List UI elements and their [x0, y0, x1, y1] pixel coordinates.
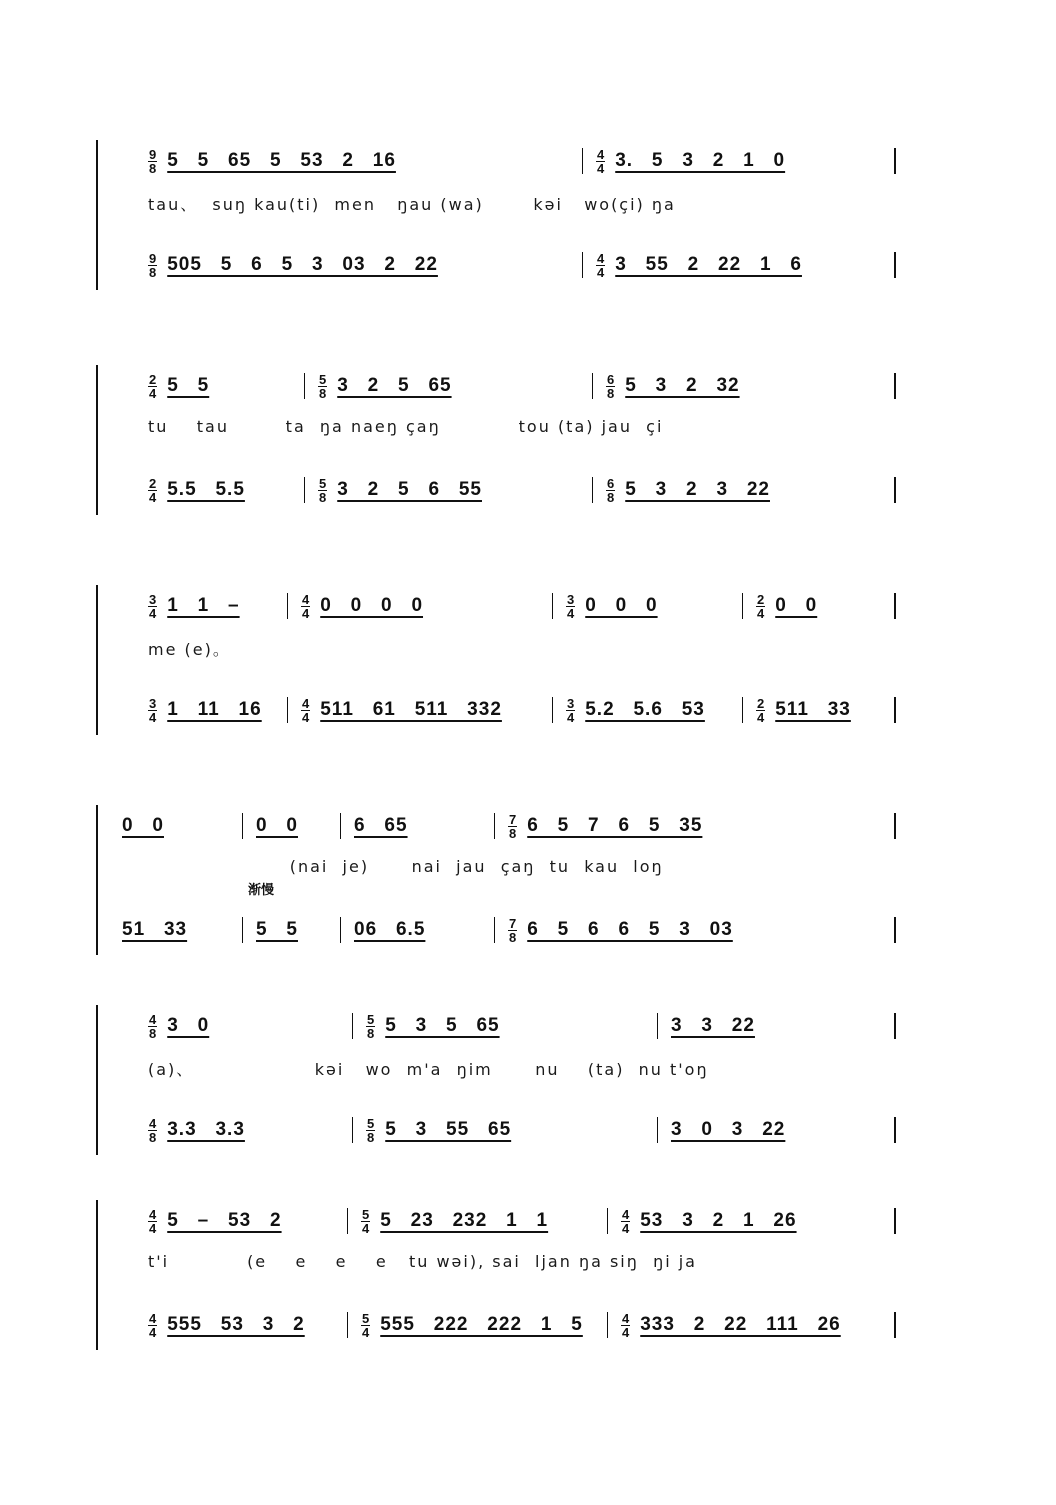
final-barline: [894, 477, 896, 503]
system-brace: [96, 1200, 98, 1350]
note-group: 5 3 55 65: [385, 1119, 512, 1140]
measure: [566, 589, 658, 623]
barline: [494, 813, 495, 839]
barline: [742, 697, 743, 723]
measure: [361, 1308, 583, 1342]
note-group: 1 11 16: [167, 699, 262, 720]
measure: [621, 1204, 797, 1238]
measure: [148, 589, 240, 623]
barline: [352, 1117, 353, 1143]
time-signature: 4 4: [597, 250, 605, 280]
note-group: 511 61 511 332: [320, 699, 502, 720]
time-signature: 9 8: [149, 250, 157, 280]
measure: [148, 473, 245, 507]
barline: [304, 373, 305, 399]
lyrics-line: (a)、 kəi wo m'a ŋim nu (ta) nu t'oŋ: [148, 1060, 709, 1079]
time-signature: 4 4: [149, 1310, 157, 1340]
system-brace: [96, 805, 98, 955]
time-signature: 4 8: [149, 1011, 157, 1041]
final-barline: [894, 1013, 896, 1039]
barline: [657, 1013, 658, 1039]
lower-staff: [122, 913, 896, 947]
note-group: 0 0: [122, 815, 164, 836]
upper-staff: [122, 589, 896, 623]
measure: [148, 1204, 282, 1238]
system-brace: [96, 1005, 98, 1155]
note-group: 0 0: [775, 595, 818, 616]
barline: [607, 1312, 608, 1338]
upper-staff: [122, 809, 896, 843]
barline: [742, 593, 743, 619]
measure: [366, 1113, 511, 1147]
barline: [347, 1312, 348, 1338]
note-group: 3 0 3 22: [671, 1119, 786, 1140]
upper-staff: [122, 144, 896, 178]
measure: [301, 589, 423, 623]
measure: [366, 1009, 500, 1043]
measure: [596, 144, 785, 178]
note-group: 0 0 0: [585, 595, 658, 616]
measure: [148, 1113, 245, 1147]
note-group: 51 33: [122, 919, 188, 940]
measure: [301, 693, 502, 727]
note-group: 3.3 3.3: [167, 1119, 245, 1140]
barline: [352, 1013, 353, 1039]
time-signature: 7 8: [509, 811, 517, 841]
note-group: 505 5 6 5 3 03 2 22: [167, 254, 438, 275]
barline: [607, 1208, 608, 1234]
time-signature: 5 8: [367, 1115, 375, 1145]
time-signature: 4 4: [622, 1310, 630, 1340]
measure: [318, 473, 482, 507]
measure: [354, 913, 425, 947]
note-group: 555 222 222 1 5: [380, 1314, 583, 1335]
note-group: 5 3 5 65: [385, 1015, 500, 1036]
time-signature: 6 8: [607, 371, 615, 401]
note-group: 5 5: [256, 919, 298, 940]
lower-staff: [122, 1113, 896, 1147]
measure: [148, 369, 209, 403]
measure: [318, 369, 452, 403]
note-group: 5 5 65 5 53 2 16: [167, 150, 396, 171]
time-signature: 4 4: [622, 1206, 630, 1236]
final-barline: [894, 813, 896, 839]
time-signature: 2 4: [757, 695, 765, 725]
measure: [256, 913, 298, 947]
measure: [148, 248, 438, 282]
time-signature: 5 4: [362, 1310, 370, 1340]
lower-staff: [122, 473, 896, 507]
time-signature: 7 8: [509, 915, 517, 945]
time-signature: 5 8: [319, 475, 327, 505]
final-barline: [894, 373, 896, 399]
tempo-annotation: 渐慢: [248, 882, 275, 897]
lyrics-line: tau、 suŋ kau(ti) men ŋau (wa) kəi wo(çi) ŋa: [148, 195, 676, 214]
score-system: [96, 995, 896, 1165]
time-signature: 4 4: [302, 591, 310, 621]
time-signature: 3 4: [149, 591, 157, 621]
lyrics-line: tu tau ta ŋa naeŋ çaŋ tou (ta) jau çi: [148, 417, 664, 436]
time-signature: 4 8: [149, 1115, 157, 1145]
note-group: 5 3 2 32: [625, 375, 740, 396]
note-group: 3 2 5 6 55: [337, 479, 482, 500]
score-system: [96, 355, 896, 525]
barline: [494, 917, 495, 943]
time-signature: 4 4: [149, 1206, 157, 1236]
barline: [592, 373, 593, 399]
note-group: 3 2 5 65: [337, 375, 452, 396]
measure: [148, 1308, 305, 1342]
measure: [756, 589, 817, 623]
time-signature: 2 4: [149, 371, 157, 401]
barline: [287, 593, 288, 619]
system-brace: [96, 365, 98, 515]
measure: [122, 913, 187, 947]
note-group: 53 3 2 1 26: [640, 1210, 797, 1231]
barline: [552, 593, 553, 619]
note-group: 3 3 22: [671, 1015, 755, 1036]
upper-staff: [122, 1009, 896, 1043]
note-group: 3. 5 3 2 1 0: [615, 150, 786, 171]
time-signature: 3 4: [149, 695, 157, 725]
barline: [582, 148, 583, 174]
score-system: [96, 795, 896, 965]
note-group: 5.5 5.5: [167, 479, 245, 500]
barline: [287, 697, 288, 723]
final-barline: [894, 148, 896, 174]
final-barline: [894, 697, 896, 723]
note-group: 6 5 6 6 5 3 03: [527, 919, 733, 940]
barline: [340, 917, 341, 943]
note-group: 06 6.5: [354, 919, 426, 940]
system-brace: [96, 585, 98, 735]
time-signature: 3 4: [567, 695, 575, 725]
final-barline: [894, 1117, 896, 1143]
measure: [508, 913, 733, 947]
measure: [621, 1308, 841, 1342]
barline: [592, 477, 593, 503]
measure: [148, 1009, 209, 1043]
final-barline: [894, 1208, 896, 1234]
upper-staff: [122, 1204, 896, 1238]
score-system: [96, 1190, 896, 1360]
measure: [148, 144, 396, 178]
measure: [756, 693, 851, 727]
final-barline: [894, 252, 896, 278]
time-signature: 5 8: [319, 371, 327, 401]
measure: [361, 1204, 548, 1238]
barline: [340, 813, 341, 839]
note-group: 5 5: [167, 375, 210, 396]
measure: [256, 809, 298, 843]
measure: [606, 473, 770, 507]
lower-staff: [122, 693, 896, 727]
note-group: 1 1 –: [167, 595, 240, 616]
time-signature: 5 8: [367, 1011, 375, 1041]
measure: [566, 693, 705, 727]
barline: [347, 1208, 348, 1234]
barline: [657, 1117, 658, 1143]
lyrics-line: t'i (e e e e tu wəi), sai ljan ŋa siŋ ŋi ja: [148, 1252, 697, 1271]
measure: [671, 1009, 755, 1043]
barline: [304, 477, 305, 503]
measure: [671, 1113, 785, 1147]
note-group: 5.2 5.6 53: [585, 699, 705, 720]
measure: [596, 248, 802, 282]
time-signature: 2 4: [757, 591, 765, 621]
system-brace: [96, 140, 98, 290]
note-group: 0 0: [256, 815, 298, 836]
note-group: 555 53 3 2: [167, 1314, 305, 1335]
lyrics-line: me (e)。: [148, 640, 231, 659]
note-group: 6 65: [354, 815, 408, 836]
barline: [242, 917, 243, 943]
note-group: 3 55 2 22 1 6: [615, 254, 802, 275]
measure: [148, 693, 262, 727]
note-group: 5 23 232 1 1: [380, 1210, 549, 1231]
time-signature: 4 4: [302, 695, 310, 725]
time-signature: 6 8: [607, 475, 615, 505]
note-group: 6 5 7 6 5 35: [527, 815, 703, 836]
note-group: 3 0: [167, 1015, 210, 1036]
barline: [552, 697, 553, 723]
time-signature: 4 4: [597, 146, 605, 176]
score-system: [96, 575, 896, 745]
measure: [508, 809, 702, 843]
measure: [122, 809, 164, 843]
note-group: 511 33: [775, 699, 851, 720]
note-group: 5 – 53 2: [167, 1210, 282, 1231]
lower-staff: [122, 1308, 896, 1342]
final-barline: [894, 1312, 896, 1338]
measure: [606, 369, 740, 403]
lyrics-line: (nai je) nai jau çaŋ tu kau loŋ: [148, 857, 664, 876]
final-barline: [894, 593, 896, 619]
barline: [582, 252, 583, 278]
measure: [354, 809, 408, 843]
final-barline: [894, 917, 896, 943]
note-group: 0 0 0 0: [320, 595, 424, 616]
note-group: 333 2 22 111 26: [640, 1314, 841, 1335]
time-signature: 3 4: [567, 591, 575, 621]
score-system: [96, 130, 896, 300]
time-signature: 2 4: [149, 475, 157, 505]
upper-staff: [122, 369, 896, 403]
time-signature: 9 8: [149, 146, 157, 176]
note-group: 5 3 2 3 22: [625, 479, 770, 500]
lower-staff: [122, 248, 896, 282]
barline: [242, 813, 243, 839]
time-signature: 5 4: [362, 1206, 370, 1236]
